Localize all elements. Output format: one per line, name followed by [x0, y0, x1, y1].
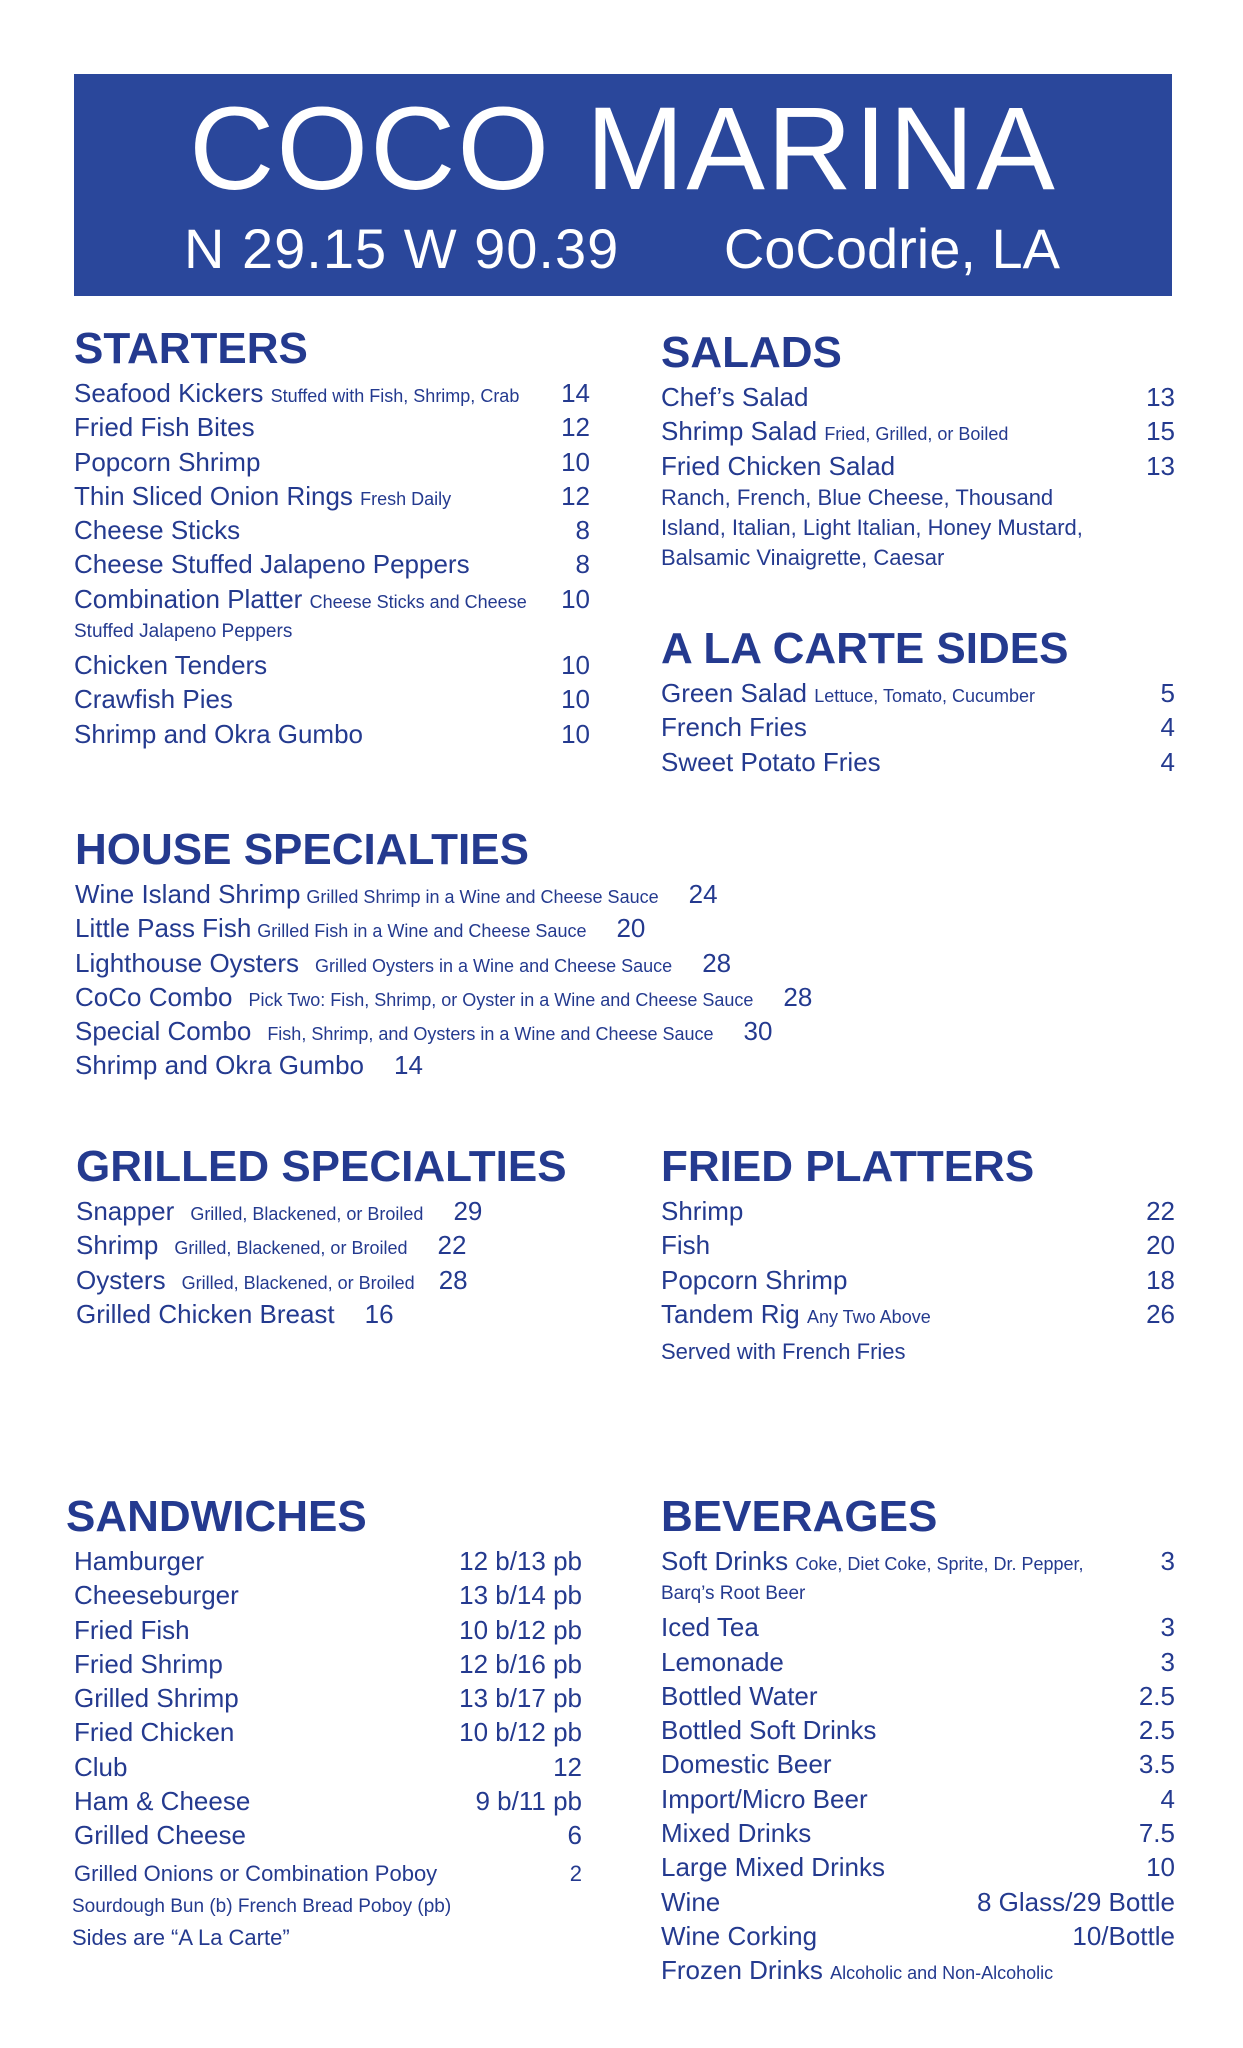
item-desc: Grilled, Blackened, or Broiled [174, 1238, 408, 1259]
menu-item [661, 414, 1175, 448]
menu-item [74, 1715, 582, 1749]
menu-item [74, 582, 590, 616]
item-name: Cheese Stuffed Jalapeno Peppers [74, 549, 470, 580]
menu-item [661, 1919, 1175, 1953]
item-name: Combination Platter [74, 583, 303, 614]
item-name: Iced Tea [661, 1612, 759, 1643]
item-price: 22 [1146, 1196, 1175, 1226]
header-banner [74, 74, 1172, 296]
house-specialties-section [75, 823, 875, 1083]
item-price: 10 [561, 718, 590, 749]
item-name: Bottled Water [661, 1680, 818, 1711]
item-name: CoCo Combo [75, 981, 233, 1012]
menu-item [661, 1679, 1175, 1713]
menu-item [661, 1850, 1175, 1884]
item-price: 7.5 [1138, 1818, 1175, 1849]
menu-item [75, 980, 875, 1014]
item-name: Ham & Cheese [74, 1786, 251, 1817]
item-desc: Grilled Fish in a Wine and Cheese Sauce [257, 921, 587, 942]
menu-item [75, 877, 875, 911]
item-price: 12 [553, 1751, 582, 1782]
menu-item [75, 946, 875, 980]
item-price: 13 b/17 pb [459, 1683, 582, 1714]
item-name: Wine Island Shrimp [75, 879, 301, 909]
item-desc: Stuffed with Fish, Shrimp, Crab [270, 386, 520, 406]
item-price: 26 [1146, 1298, 1175, 1329]
item-name: Thin Sliced Onion Rings [74, 480, 353, 511]
item-price: 28 [702, 947, 732, 978]
menu-item [661, 1263, 1175, 1297]
menu-item [661, 1816, 1175, 1850]
item-name: Special Combo [75, 1016, 252, 1047]
item-name: Shrimp and Okra Gumbo [75, 1050, 365, 1081]
dressing-options: Ranch, French, Blue Cheese, Thousand [661, 484, 1054, 510]
item-desc: Grilled, Blackened, or Broiled [181, 1272, 415, 1293]
grilled-specialties-section [76, 1140, 576, 1331]
item-price: 12 b/16 pb [459, 1648, 582, 1679]
item-name: Crawfish Pies [74, 684, 233, 715]
item-name: Sweet Potato Fries [661, 746, 881, 777]
item-price: 4 [1160, 746, 1175, 777]
item-name: Fried Chicken Salad [661, 450, 896, 481]
menu-item [661, 1194, 1175, 1228]
item-name: Bottled Soft Drinks [661, 1715, 877, 1746]
item-name: Grilled Shrimp [74, 1683, 239, 1714]
item-price: 28 [438, 1264, 468, 1295]
item-name: Shrimp [76, 1230, 159, 1261]
item-name: Lighthouse Oysters [75, 947, 300, 978]
item-name: Soft Drinks [661, 1546, 789, 1576]
item-name: Popcorn Shrimp [661, 1264, 848, 1295]
item-desc: Alcoholic and Non-Alcoholic [830, 1963, 1054, 1984]
item-price: 3 [1160, 1612, 1175, 1643]
item-name: Fried Chicken [74, 1717, 235, 1748]
item-name: Frozen Drinks [661, 1955, 823, 1986]
item-name: Seafood Kickers [74, 378, 264, 408]
item-name: Chicken Tenders [74, 650, 268, 681]
menu-item [74, 1750, 582, 1784]
menu-item [661, 1713, 1175, 1747]
item-price: 15 [1146, 416, 1175, 447]
menu-item [74, 445, 590, 479]
item-price: 6 [567, 1820, 582, 1851]
item-name: Shrimp and Okra Gumbo [74, 718, 364, 749]
menu-item [76, 1297, 576, 1331]
menu-item [661, 676, 1175, 710]
bread-legend: Sourdough Bun (b) French Bread Poboy (pb) [72, 1895, 452, 1917]
item-desc: Fried, Grilled, or Boiled [824, 424, 1009, 445]
item-name: Tandem Rig [661, 1298, 800, 1329]
menu-item [661, 1645, 1175, 1679]
item-name: Fried Fish Bites [74, 412, 255, 443]
menu-item [76, 1263, 576, 1297]
salads-section [661, 326, 1175, 573]
item-name: Cheese Sticks [74, 515, 241, 546]
item-price: 8 [575, 515, 590, 546]
sandwiches-list [74, 1544, 582, 1891]
item-desc: Grilled, Blackened, or Broiled [190, 1204, 424, 1224]
menu-item [74, 479, 590, 513]
item-price: 3 [1160, 1546, 1175, 1576]
item-desc: Grilled Shrimp in a Wine and Cheese Sauce [306, 887, 659, 907]
item-price: 2.5 [1138, 1715, 1175, 1746]
item-name: Green Salad [661, 678, 807, 708]
item-desc: Cheese Sticks and Cheese [309, 591, 527, 612]
item-price: 22 [437, 1230, 467, 1261]
menu-item [76, 1194, 576, 1228]
menu-item [74, 513, 590, 547]
item-desc-continued: Stuffed Jalapeno Peppers [74, 621, 293, 643]
section-title: GRILLED SPECIALTIES [76, 1142, 567, 1191]
fried-note: Served with French Fries [661, 1339, 906, 1365]
item-price: 29 [453, 1196, 483, 1226]
item-price: 2 [569, 1860, 582, 1886]
starters-list [74, 376, 590, 751]
sides-section [661, 622, 1175, 779]
item-price: 30 [743, 1016, 773, 1047]
item-name: Mixed Drinks [661, 1818, 812, 1849]
item-desc: Lettuce, Tomato, Cucumber [814, 686, 1035, 706]
item-name: Fried Shrimp [74, 1648, 223, 1679]
item-desc: Coke, Diet Coke, Sprite, Dr. Pepper, [795, 1554, 1084, 1574]
item-price: 10 [561, 583, 590, 614]
menu-item [75, 1048, 875, 1082]
item-price: 3.5 [1138, 1749, 1175, 1780]
item-price: 10 [561, 446, 590, 477]
item-name: Snapper [76, 1196, 175, 1226]
item-name: Shrimp [661, 1196, 744, 1226]
menu-item [661, 1544, 1175, 1578]
menu-item [74, 1818, 582, 1852]
item-price: 10 b/12 pb [459, 1614, 582, 1645]
menu-item [74, 376, 590, 410]
item-price: 10 b/12 pb [459, 1717, 582, 1748]
item-price: 2.5 [1138, 1680, 1175, 1711]
item-price: 13 [1146, 450, 1175, 481]
section-title: BEVERAGES [661, 1492, 938, 1541]
item-desc: Fresh Daily [360, 488, 452, 509]
menu-item [74, 1544, 582, 1578]
menu-item [661, 710, 1175, 744]
item-name: Club [74, 1751, 128, 1782]
item-desc: Any Two Above [806, 1306, 931, 1327]
menu-item [74, 1613, 582, 1647]
item-name: French Fries [661, 712, 807, 743]
menu-item [661, 1782, 1175, 1816]
item-price: 13 [1146, 382, 1175, 412]
item-name: Little Pass Fish [75, 913, 252, 944]
item-name: Wine [661, 1886, 721, 1917]
item-name: Popcorn Shrimp [74, 446, 261, 477]
menu-item [661, 1885, 1175, 1919]
item-name: Import/Micro Beer [661, 1783, 868, 1814]
item-name: Grilled Onions or Combination Poboy [74, 1860, 438, 1886]
item-price: 12 [561, 480, 590, 511]
section-title: HOUSE SPECIALTIES [75, 825, 529, 874]
menu-item [74, 1681, 582, 1715]
item-name: Chef’s Salad [661, 382, 809, 412]
menu-item [661, 380, 1175, 414]
item-price: 12 b/13 pb [459, 1546, 582, 1576]
menu-item [74, 547, 590, 581]
menu-item [661, 1228, 1175, 1262]
item-price: 14 [561, 378, 590, 408]
item-name: Shrimp Salad [661, 416, 818, 447]
menu-item [74, 1647, 582, 1681]
sides-note: Sides are “A La Carte” [72, 1924, 290, 1950]
item-name: Fried Fish [74, 1614, 190, 1645]
item-price: 9 b/11 pb [475, 1786, 582, 1817]
item-price: 4 [1160, 712, 1175, 743]
sandwiches-section [66, 1490, 586, 1953]
item-price: 28 [783, 981, 813, 1012]
item-name: Grilled Chicken Breast [76, 1298, 335, 1329]
beverages-section [661, 1490, 1175, 1988]
menu-item [74, 717, 590, 751]
menu-item [74, 682, 590, 716]
menu-item [661, 1747, 1175, 1781]
addon-item [74, 1857, 582, 1891]
item-price: 13 b/14 pb [459, 1580, 582, 1611]
gps-coordinates: N 29.15 W 90.39 [184, 217, 620, 280]
fried-platters-section [661, 1140, 1175, 1367]
item-desc-continued: Barq’s Root Beer [661, 1583, 806, 1605]
section-title: SANDWICHES [66, 1492, 367, 1541]
location-town: CoCodrie, LA [723, 217, 1060, 280]
item-price: 8 [575, 549, 590, 580]
item-name: Hamburger [74, 1546, 205, 1576]
item-name: Oysters [76, 1264, 166, 1295]
item-price: 5 [1160, 678, 1175, 708]
item-price: 10 [1146, 1852, 1175, 1883]
item-price: 16 [364, 1298, 394, 1329]
menu-item [76, 1228, 576, 1262]
item-name: Wine Corking [661, 1920, 818, 1951]
starters-section [74, 322, 590, 751]
item-price: 10 [561, 684, 590, 715]
menu-item [74, 648, 590, 682]
menu-item [661, 1610, 1175, 1644]
item-price: 20 [616, 913, 646, 944]
item-price: 18 [1146, 1264, 1175, 1295]
item-price: 4 [1160, 1783, 1175, 1814]
menu-item [75, 911, 875, 945]
menu-item [75, 1014, 875, 1048]
item-name: Cheeseburger [74, 1580, 239, 1611]
item-name: Fish [661, 1230, 711, 1261]
menu-item [74, 1784, 582, 1818]
item-name: Lemonade [661, 1646, 784, 1677]
menu-item [661, 1953, 1175, 1987]
item-price: 10/Bottle [1072, 1920, 1175, 1951]
section-title: A LA CARTE SIDES [661, 624, 1069, 673]
dressing-options: Island, Italian, Light Italian, Honey Mustard, [661, 514, 1083, 540]
menu-item [661, 449, 1175, 483]
item-price: 3 [1160, 1646, 1175, 1677]
item-name: Grilled Cheese [74, 1820, 246, 1851]
restaurant-name: COCO MARINA [189, 83, 1057, 215]
item-price: 8 Glass/29 Bottle [977, 1886, 1175, 1917]
item-name: Domestic Beer [661, 1749, 832, 1780]
section-title: SALADS [661, 328, 842, 377]
section-title: FRIED PLATTERS [661, 1142, 1035, 1191]
menu-item [74, 410, 590, 444]
menu-item [74, 1578, 582, 1612]
item-desc: Grilled Oysters in a Wine and Cheese Sauce [315, 955, 673, 976]
dressing-options: Balsamic Vinaigrette, Caesar [661, 544, 945, 570]
item-desc: Fish, Shrimp, and Oysters in a Wine and Cheese Sauce [267, 1024, 714, 1045]
menu-item [661, 1297, 1175, 1331]
menu-item [661, 745, 1175, 779]
item-desc: Pick Two: Fish, Shrimp, or Oyster in a Wine and Cheese Sauce [248, 989, 754, 1010]
item-price: 10 [561, 650, 590, 681]
item-name: Large Mixed Drinks [661, 1852, 885, 1883]
item-price: 24 [688, 879, 718, 909]
item-price: 20 [1146, 1230, 1175, 1261]
item-price: 14 [394, 1050, 423, 1081]
item-price: 12 [561, 412, 590, 443]
section-title: STARTERS [74, 324, 308, 373]
